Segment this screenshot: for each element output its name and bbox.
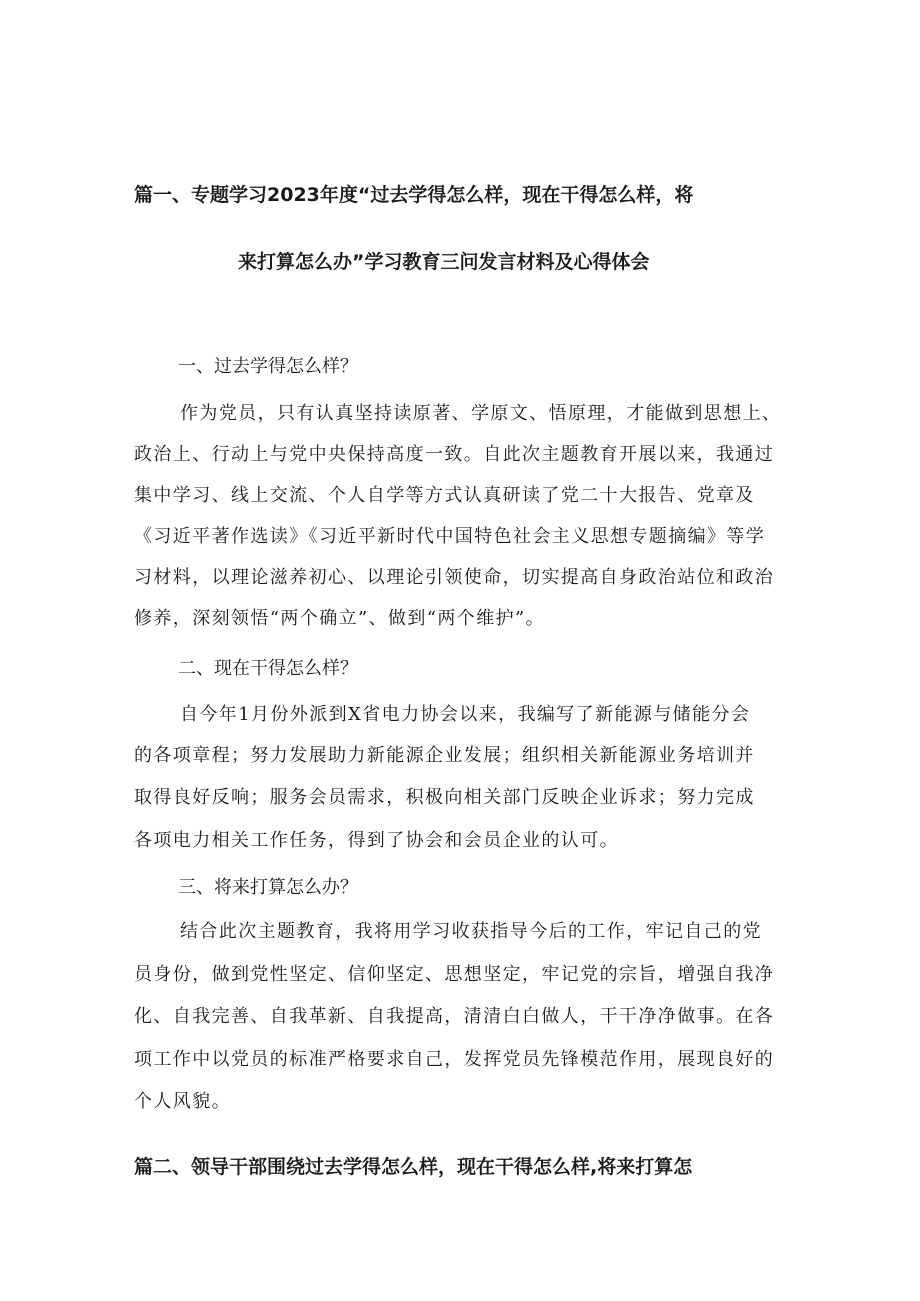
paragraph-line: 各项电力相关工作任务，得到了协会和会员企业的认可。 <box>134 830 619 851</box>
section1-title-line2: 来打算怎么办”学习教育三问发言材料及心得体会 <box>238 251 650 273</box>
paragraph-line: 个人风貌。 <box>134 1091 231 1112</box>
paragraph-line: 习材料，以理论滋养初心、以理论引领使命，切实提高自身政治站位和政治 <box>134 567 775 588</box>
section2-title-line1: 篇二、领导干部围绕过去学得怎么样，现在干得怎么样,将来打算怎 <box>134 1156 693 1178</box>
paragraph-line: 的各项章程；努力发展助力新能源企业发展；组织相关新能源业务培训并 <box>134 745 755 766</box>
question3-heading: 三、将来打算怎么办？ <box>178 877 358 898</box>
section1-title-line1: 篇一、专题学习2023年度“过去学得怎么样，现在干得怎么样，将 <box>134 184 694 206</box>
paragraph-line: 修养，深刻领悟“两个确立”、做到“两个维护”。 <box>134 608 546 629</box>
paragraph-line: 化、自我完善、自我革新、自我提高，清清白白做人，干干净净做事。在各 <box>134 1006 775 1027</box>
paragraph-line: 项工作中以党员的标准严格要求自己，发挥党员先锋模范作用，展现良好的 <box>134 1049 775 1070</box>
paragraph-line: 集中学习、线上交流、个人自学等方式认真研读了党二十大报告、党章及 <box>134 485 755 506</box>
paragraph-line: 结合此次主题教育，我将用学习收获指导今后的工作，牢记自己的党 <box>180 921 762 942</box>
paragraph-line: 作为党员，只有认真坚持读原著、学原文、悟原理，才能做到思想上、 <box>180 403 782 424</box>
paragraph-line: 《习近平著作选读》《习近平新时代中国特色社会主义思想专题摘编》等学 <box>134 526 766 547</box>
paragraph-line: 政治上、行动上与党中央保持高度一致。自此次主题教育开展以来，我通过 <box>134 444 775 465</box>
paragraph-line: 自今年1月份外派到X省电力协会以来，我编写了新能源与储能分会 <box>180 704 751 725</box>
question1-heading: 一、过去学得怎么样？ <box>178 356 358 377</box>
paragraph-line: 取得良好反响；服务会员需求，积极向相关部门反映企业诉求；努力完成 <box>134 787 755 808</box>
question2-heading: 二、现在干得怎么样？ <box>178 658 358 679</box>
paragraph-line: 员身份，做到党性坚定、信仰坚定、思想坚定，牢记党的宗旨，增强自我净 <box>134 964 775 985</box>
